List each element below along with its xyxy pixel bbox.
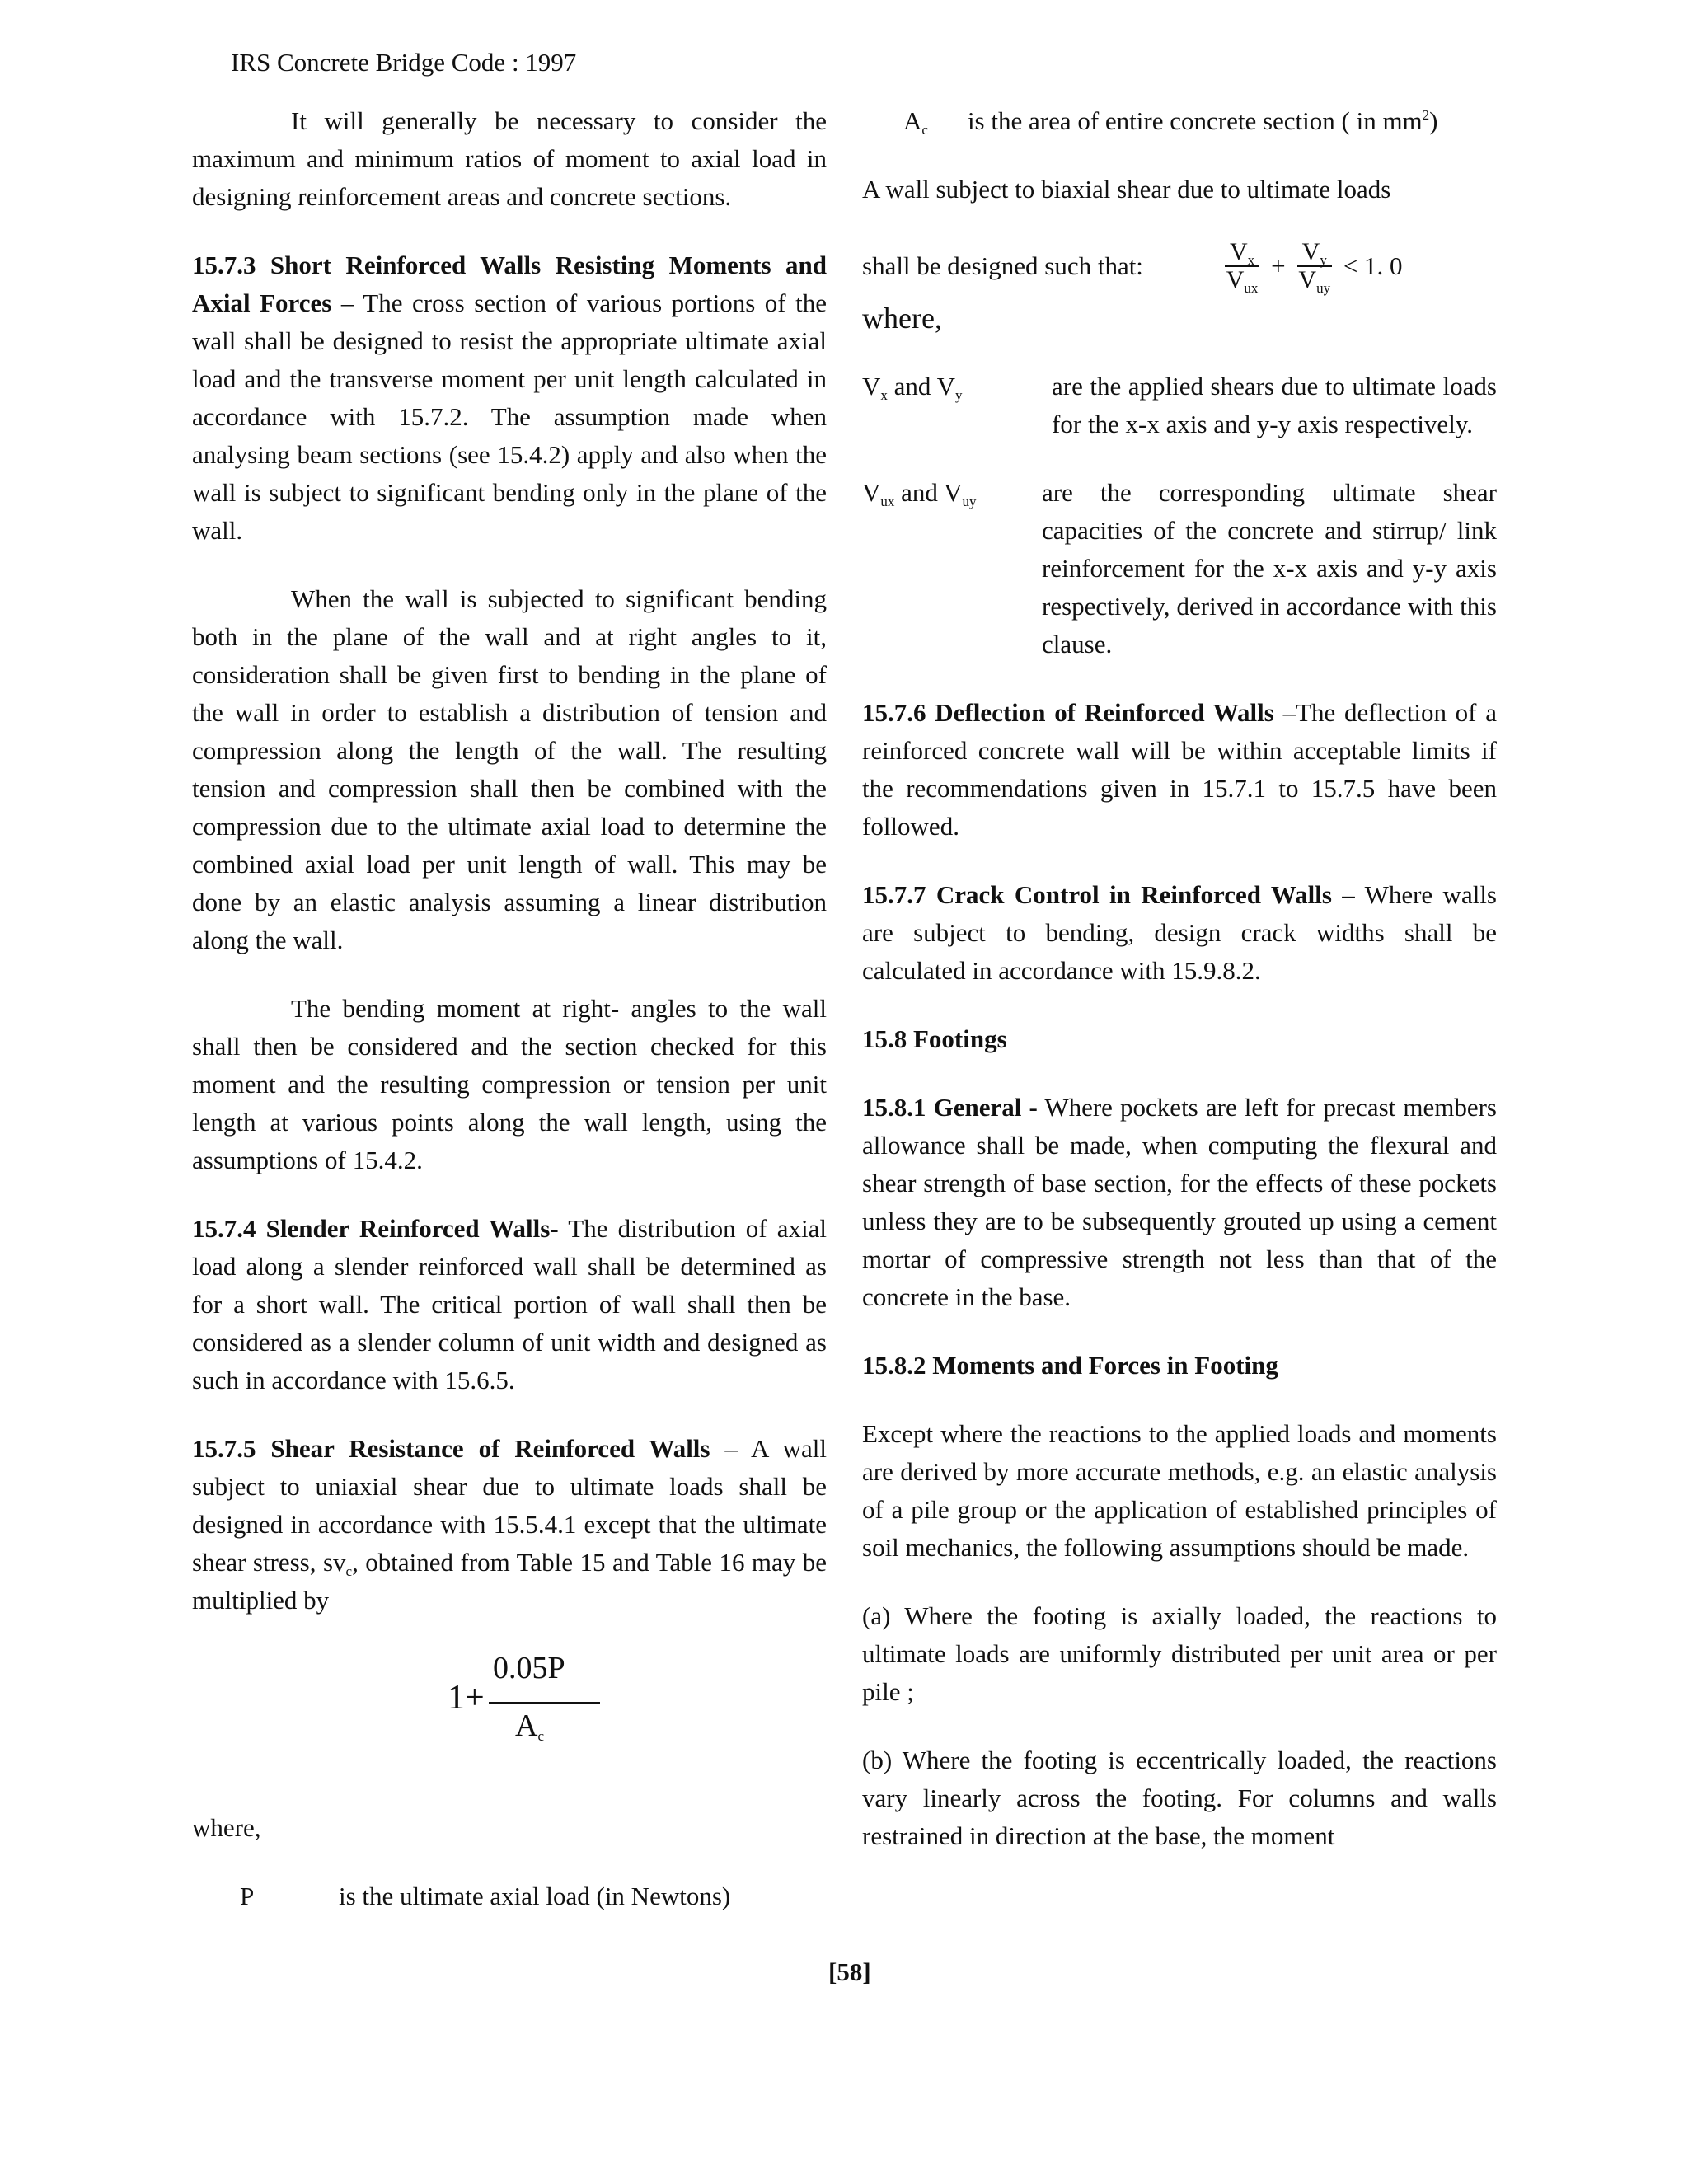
section-15-8-1 — [862, 1089, 1497, 1316]
subscript: c — [345, 1563, 353, 1579]
section-heading: 15.7.7 Crack Control in Reinforced Walls – — [862, 880, 1355, 909]
section-heading: 15.7.3 Short Reinforced Walls Resisting Moments and Axial Forces — [192, 251, 827, 317]
definition-text: are the applied shears due to ultimate loads for the x-x axis and y-y axis respectively. — [1052, 372, 1497, 438]
paragraph-a: (a) Where the footing is axially loaded, the reactions to ultimate loads are uniformly distributed per unit area or per pile ; — [862, 1601, 1497, 1706]
where-label: where, — [192, 1813, 261, 1842]
section-15-7-3 — [192, 246, 827, 550]
definition-symbol: P — [240, 1882, 255, 1910]
biaxial-equation — [862, 233, 1497, 299]
paragraph: Except where the reactions to the applied loads and moments are derived by more accurate methods, e.g. an elastic analysis of a pile group or the application of established principles of soil mechanics, the following assumptions should be made. — [862, 1419, 1497, 1562]
fraction-vx-vux: $V_x$ $V_{ux}$ — [1226, 238, 1259, 296]
section-15-8-2-heading: 15.8.2 Moments and Forces in Footing — [862, 1351, 1278, 1380]
left-column — [192, 102, 827, 1915]
section-heading: 15.7.4 Slender Reinforced Walls — [192, 1214, 551, 1243]
section-body: Where pockets are left for precast members allowance shall be made, when computing the flexural and shear strength of base section, for the effects of these pockets unless they are to be subsequently grouted up using a cement mortar of compressive strength not less than that of the concrete in the base. — [862, 1093, 1497, 1311]
page-header: IRS Concrete Bridge Code : 1997 — [231, 48, 577, 77]
section-body: –The deflection of a reinforced concrete wall will be within acceptable limits if the recommendations given in 15.7.1 to 15.7.5 have been followed. — [862, 698, 1497, 841]
section-15-7-5 — [192, 1430, 827, 1619]
paragraph: A wall subject to biaxial shear due to ultimate loads — [862, 175, 1391, 204]
paragraph-b: (b) Where the footing is eccentrically loaded, the reactions vary linearly across the footing. For columns and walls restrained in direction at the base, the moment — [862, 1746, 1497, 1850]
paragraph: The bending moment at right- angles to the wall shall then be considered and the section checked for this moment and the resulting compression or tension per unit length at various points along the wall length, using the assumptions of 15.4.2. — [192, 994, 827, 1174]
section-heading: 15.8.1 General - — [862, 1093, 1038, 1122]
section-15-7-4 — [192, 1210, 827, 1399]
where-label: where, — [862, 302, 942, 335]
section-body: , obtained from Table 15 and Table 16 may be multiplied by — [192, 1548, 827, 1615]
definition-symbol: $V_x$ and $V_y$ — [862, 372, 963, 403]
page-number: [58] — [828, 1957, 871, 1986]
section-body: Where walls are subject to bending, design crack widths shall be calculated in accordance with 15.9.8.2. — [862, 880, 1497, 985]
definition-vux-vuy — [862, 474, 1497, 663]
section-15-7-7 — [862, 876, 1497, 990]
section-body: – A wall subject to uniaxial shear due to ultimate loads shall be designed in accordance with 15.5.4.1 except that the ultimate shear stress, sv — [192, 1434, 827, 1577]
fraction-vy-vuy: $V_y$ $V_{uy}$ — [1298, 238, 1331, 296]
definition-text: are the corresponding ultimate shear capacities of the concrete and stirrup/ link reinforcement for the x-x axis and y-y axis respectively, derived in accordance with this clause. — [1042, 478, 1497, 658]
section-heading: 15.7.6 Deflection of Reinforced Walls — [862, 698, 1274, 727]
section-body: - The distribution of axial load along a slender reinforced wall shall be determined as for a short wall. The critical portion of wall shall then be considered as a slender column of unit width and designed as such in accordance with 15.6.5. — [192, 1214, 827, 1394]
definition-ac: $A_c$ is the area of entire concrete section ( in $mm^2$) — [903, 106, 1438, 138]
formula-one-plus: 1+ — [448, 1679, 485, 1717]
definition-symbol: $V_{ux}$ and $V_{uy}$ — [862, 478, 977, 509]
section-heading: 15.7.5 Shear Resistance of Reinforced Walls — [192, 1434, 710, 1463]
definition-p — [192, 1877, 827, 1915]
paragraph: When the wall is subjected to significant bending both in the plane of the wall and at right angles to it, consideration shall be given first to bending in the plane of the wall in order to establish a distribution of tension and compression along the length of the wall. The resulting tension and compression shall then be combined with the compression due to the ultimate axial load to determine the combined axial load per unit length of wall. This may be done by an elastic analysis assuming a linear distribution along the wall. — [192, 584, 827, 954]
formula — [192, 1644, 827, 1760]
section-15-8-heading: 15.8 Footings — [862, 1024, 1007, 1053]
definition-vx-vy — [862, 368, 1497, 443]
plus-sign: + — [1271, 251, 1286, 280]
formula-denominator: $A_c$ — [515, 1708, 544, 1744]
right-column — [862, 102, 1497, 1855]
section-15-7-6 — [862, 694, 1497, 846]
equation-label: shall be designed such that: — [862, 251, 1143, 280]
paragraph: It will generally be necessary to consider the maximum and minimum ratios of moment to axial load in designing reinforcement areas and concrete sections. — [192, 106, 827, 211]
definition-text: is the ultimate axial load (in Newtons) — [339, 1882, 731, 1910]
formula-numerator: 0.05P — [493, 1651, 565, 1685]
equation-rhs: < 1. 0 — [1343, 251, 1403, 280]
section-body: – The cross section of various portions of the wall shall be designed to resist the appropriate ultimate axial load and the transverse moment per unit length calculated in accordance with 15.7.2. The assumption made when analysing beam sections (see 15.4.2) apply and also when the wall is subject to significant bending only in the plane of the wall. — [192, 288, 827, 545]
fraction-bar — [489, 1702, 600, 1704]
